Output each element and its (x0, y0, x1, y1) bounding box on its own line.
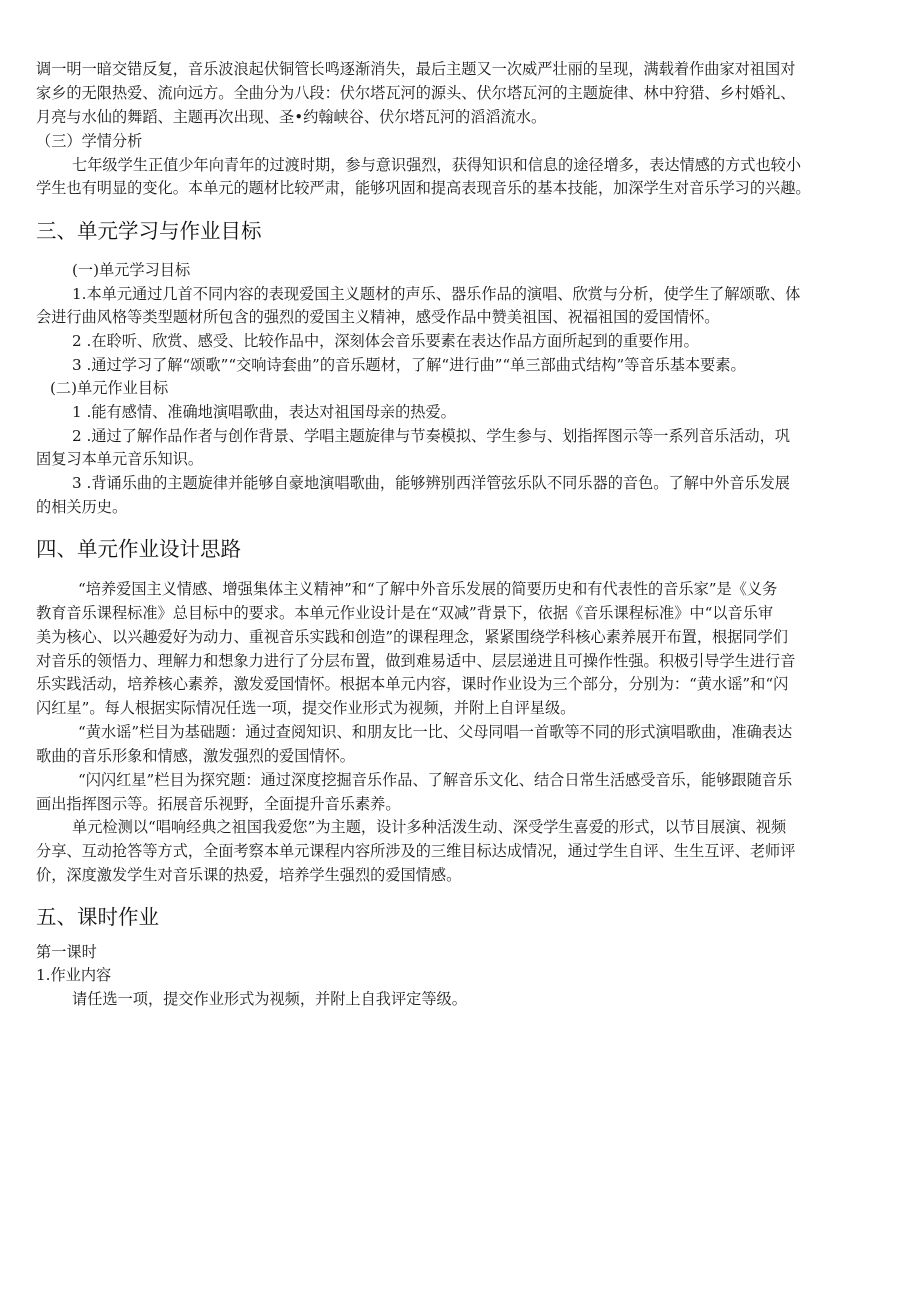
content-heading: 1.作业内容 (36, 966, 112, 984)
learning-goal-line: 3 .通过学习了解“颂歌”“交响诗套曲”的音乐题材，了解“进行曲”“单三部曲式结构”等音乐基本要素。 (72, 356, 746, 374)
design-paragraph-line: 对音乐的领悟力、理解力和想象力进行了分层布置，做到难易适中、层层递进且可操作性强。积极引导学生进行音 (36, 652, 796, 670)
unit-test-line: 分享、互动抢答等方式，全面考察本单元课程内容所涉及的三维目标达成情况，通过学生自评、生生互评、老师评 (36, 842, 796, 860)
design-paragraph-line: 闪红星”。每人根据实际情况任选一项，提交作业形式为视频，并附上自评星级。 (36, 699, 576, 717)
basic-task-line: “黄水谣”栏目为基础题：通过查阅知识、和朋友比一比、父母同唱一首歌等不同的形式演唱歌曲，准确表达 (78, 723, 793, 741)
design-paragraph-line: 教育音乐课程标准》总目标中的要求。本单元作业设计是在“双减”背景下，依据《音乐课程标准》中“以音乐审 (36, 604, 774, 622)
intro-line: 调一明一暗交错反复，音乐波浪起伏铜管长鸣逐渐消失，最后主题又一次威严壮丽的呈现，满载着作曲家对祖国对 (36, 60, 796, 78)
unit-test-line: 价，深度激发学生对音乐课的热爱，培养学生强烈的爱国情感。 (36, 866, 462, 884)
learning-goal-line: 2 .在聆听、欣赏、感受、比较作品中，深刻体会音乐要素在表达作品方面所起到的重要作用。 (72, 332, 699, 350)
intro-line: 月亮与水仙的舞蹈、主题再次出现、圣•约翰峡谷、伏尔塔瓦河的滔滔流水。 (36, 108, 547, 126)
learning-goal-line: 会进行曲风格等类型题材所包含的强烈的爱国主义精神，感受作品中赞美祖国、祝福祖国的爱国情怀。 (36, 308, 720, 326)
homework-goal-line: 1 .能有感情、准确地演唱歌曲，表达对祖国母亲的热爱。 (72, 403, 456, 421)
homework-goal-line: 固复习本单元音乐知识。 (36, 450, 204, 468)
design-paragraph-line: 美为核心、以兴趣爱好为动力、重视音乐实践和创造”的课程理念，紧紧围绕学科核心素养展开布置，根据同学们 (36, 628, 788, 646)
learning-goals-heading: (一)单元学习目标 (72, 261, 191, 279)
lesson-label: 第一课时 (36, 943, 97, 961)
basic-task-line: 歌曲的音乐形象和情感，激发强烈的爱国情怀。 (36, 747, 355, 765)
explore-task-line: “闪闪红星”栏目为探究题：通过深度挖掘音乐作品、了解音乐文化、结合日常生活感受音乐，能够跟随音乐 (78, 771, 793, 789)
learner-analysis-line: 七年级学生正值少年向青年的过渡时期，参与意识强烈，获得知识和信息的途径增多，表达情感的方式也较小 (72, 156, 801, 174)
homework-goals-heading: (二)单元作业目标 (50, 379, 169, 397)
design-paragraph-line: 乐实践活动，培养核心素养，激发爱国情怀。根据本单元内容，课时作业设为三个部分，分别为：“黄水谣”和“闪 (36, 675, 789, 693)
design-paragraph-line: “培养爱国主义情感、增强集体主义精神”和“了解中外音乐发展的简要历史和有代表性的音乐家”是《义务 (78, 580, 778, 598)
content-text: 请任选一项，提交作业形式为视频，并附上自我评定等级。 (72, 990, 467, 1008)
homework-goal-line: 的相关历史。 (36, 498, 128, 516)
homework-goal-line: 2 .通过了解作品作者与创作背景、学唱主题旋律与节奏模拟、学生参与、划指挥图示等一系列音乐活动，巩 (72, 427, 790, 445)
learning-goal-line: 1.本单元通过几首不同内容的表现爱国主义题材的声乐、器乐作品的演唱、欣赏与分析，使学生了解颂歌、体 (72, 285, 801, 303)
intro-line: 家乡的无限热爱、流向远方。全曲分为八段：伏尔塔瓦河的源头、伏尔塔瓦河的主题旋律、林中狩猎、乡村婚礼、 (36, 84, 796, 102)
section4-title: 四、单元作业设计思路 (36, 537, 241, 561)
learner-analysis-heading: （三）学情分析 (36, 132, 143, 150)
homework-goal-line: 3 .背诵乐曲的主题旋律并能够自豪地演唱歌曲，能够辨别西洋管弦乐队不同乐器的音色。了解中外音乐发展 (72, 474, 790, 492)
explore-task-line: 画出指挥图示等。拓展音乐视野，全面提升音乐素养。 (36, 795, 401, 813)
unit-test-line: 单元检测以“唱响经典之祖国我爱您”为主题，设计多种活泼生动、深受学生喜爱的形式，以节目展演、视频 (72, 818, 787, 836)
section3-title: 三、单元学习与作业目标 (36, 219, 262, 243)
section5-title: 五、课时作业 (36, 905, 159, 929)
learner-analysis-line: 学生也有明显的变化。本单元的题材比较严肃，能够巩固和提高表现音乐的基本技能，加深学生对音乐学习的兴趣。 (36, 179, 811, 197)
